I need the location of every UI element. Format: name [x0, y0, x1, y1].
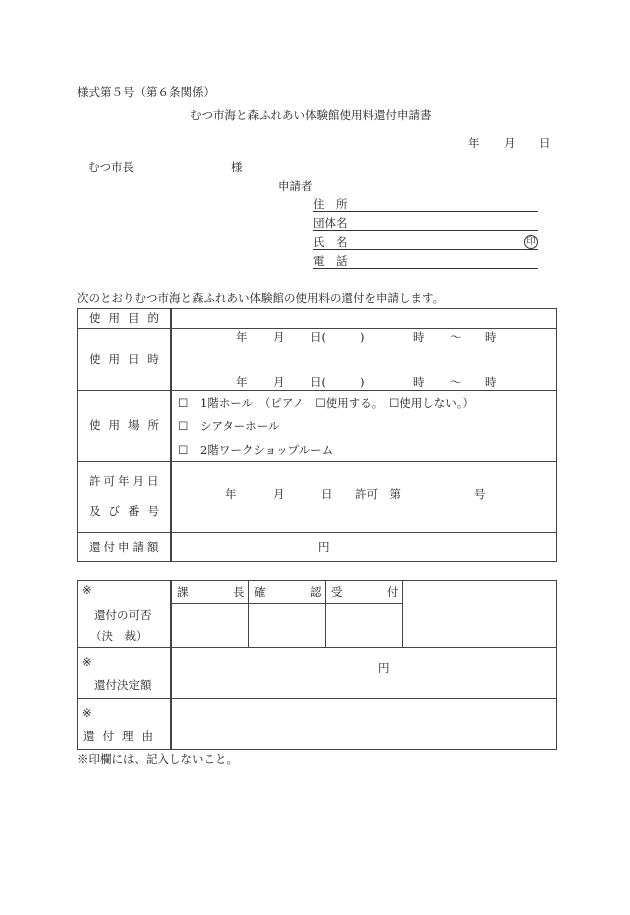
address-field[interactable] [313, 211, 538, 212]
footnote: ※印欄には、記入しないこと。 [77, 752, 238, 766]
phone-field[interactable] [313, 268, 538, 269]
row-divider [77, 698, 557, 699]
stamp-3-left: 受 [331, 585, 343, 599]
phone-label: 電 話 [313, 254, 348, 268]
addressee: むつ市長 [88, 160, 134, 174]
day-text: 日 [321, 487, 333, 501]
permit-label-1: 許可年月日 [89, 474, 162, 488]
paren-close: ) [360, 330, 365, 344]
office-mark: ※ [82, 655, 92, 669]
row-divider [77, 532, 557, 533]
date-year: 年 [468, 136, 480, 150]
decided-unit: 円 [378, 661, 390, 675]
year-text: 年 [236, 330, 248, 344]
year-text: 年 [225, 487, 237, 501]
tilde: ～ [450, 330, 462, 344]
application-table [77, 308, 557, 562]
date-day: 日 [539, 136, 551, 150]
permit-text: 許可 第 [355, 487, 401, 501]
stamp-2-left: 確 [254, 585, 266, 599]
stamp-divider [248, 580, 249, 647]
stamp-2-right: 認 [310, 585, 322, 599]
honorific: 様 [231, 160, 243, 174]
number-suffix: 号 [474, 487, 486, 501]
stamp-1-left: 課 [177, 585, 189, 599]
month-text: 月 [273, 487, 285, 501]
hour-start: 時 [413, 330, 425, 344]
column-divider [170, 580, 172, 750]
purpose-label: 使用目的 [89, 311, 167, 325]
amount-unit: 円 [318, 540, 330, 554]
row-divider [77, 328, 557, 329]
name-label: 氏 名 [313, 235, 348, 249]
stamp-divider [402, 580, 403, 647]
row-divider [77, 647, 557, 648]
seal-mark: 印 [524, 235, 538, 249]
document-title: むつ市海と森ふれあい体験館使用料還付申請書 [190, 108, 432, 122]
tilde: ～ [450, 375, 462, 389]
amount-label: 還付申請額 [89, 540, 162, 554]
stamp-1-right: 長 [233, 585, 245, 599]
paren-close: ) [360, 375, 365, 389]
datetime-label: 使用日時 [89, 352, 167, 366]
checkbox-workshop[interactable]: ☐ [178, 443, 189, 457]
date-month: 月 [504, 136, 516, 150]
row-divider [77, 390, 557, 391]
reason-label: 還付理由 [83, 729, 161, 743]
form-number: 様式第５号（第６条関係） [77, 85, 215, 99]
group-name-label: 団体名 [313, 216, 348, 230]
row-divider [77, 461, 557, 462]
address-label: 住 所 [313, 197, 348, 211]
year-text: 年 [236, 375, 248, 389]
day-text: 日( [310, 330, 326, 344]
column-divider [170, 308, 172, 562]
applicant-label: 申請者 [278, 179, 313, 193]
checkbox-hall[interactable]: ☐ [178, 396, 189, 410]
day-text: 日( [310, 375, 326, 389]
stamp-3-right: 付 [387, 585, 399, 599]
approval-sub: （決 裁） [90, 629, 148, 643]
month-text: 月 [273, 330, 285, 344]
place-workshop: 2階ワークショップルーム [200, 443, 334, 457]
office-mark: ※ [82, 583, 92, 597]
place-hall: 1階ホール （ピアノ ☐使用する。 ☐使用しない。） [200, 396, 475, 410]
hour-start: 時 [413, 375, 425, 389]
permit-label-2: 及び番号 [89, 504, 167, 518]
decided-label: 還付決定額 [94, 678, 152, 692]
month-text: 月 [273, 375, 285, 389]
stamp-divider [325, 580, 326, 647]
name-field[interactable] [313, 249, 538, 250]
hour-end: 時 [485, 330, 497, 344]
place-label: 使用場所 [89, 418, 167, 432]
office-mark: ※ [82, 706, 92, 720]
approval-label: 還付の可否 [94, 608, 152, 622]
checkbox-theater[interactable]: ☐ [178, 419, 189, 433]
intro-text: 次のとおりむつ市海と森ふれあい体験館の使用料の還付を申請します。 [77, 291, 445, 305]
hour-end: 時 [485, 375, 497, 389]
stamp-header-divider [171, 603, 402, 604]
place-theater: シアターホール [200, 419, 280, 433]
office-use-table [77, 580, 557, 750]
group-name-field[interactable] [313, 230, 538, 231]
